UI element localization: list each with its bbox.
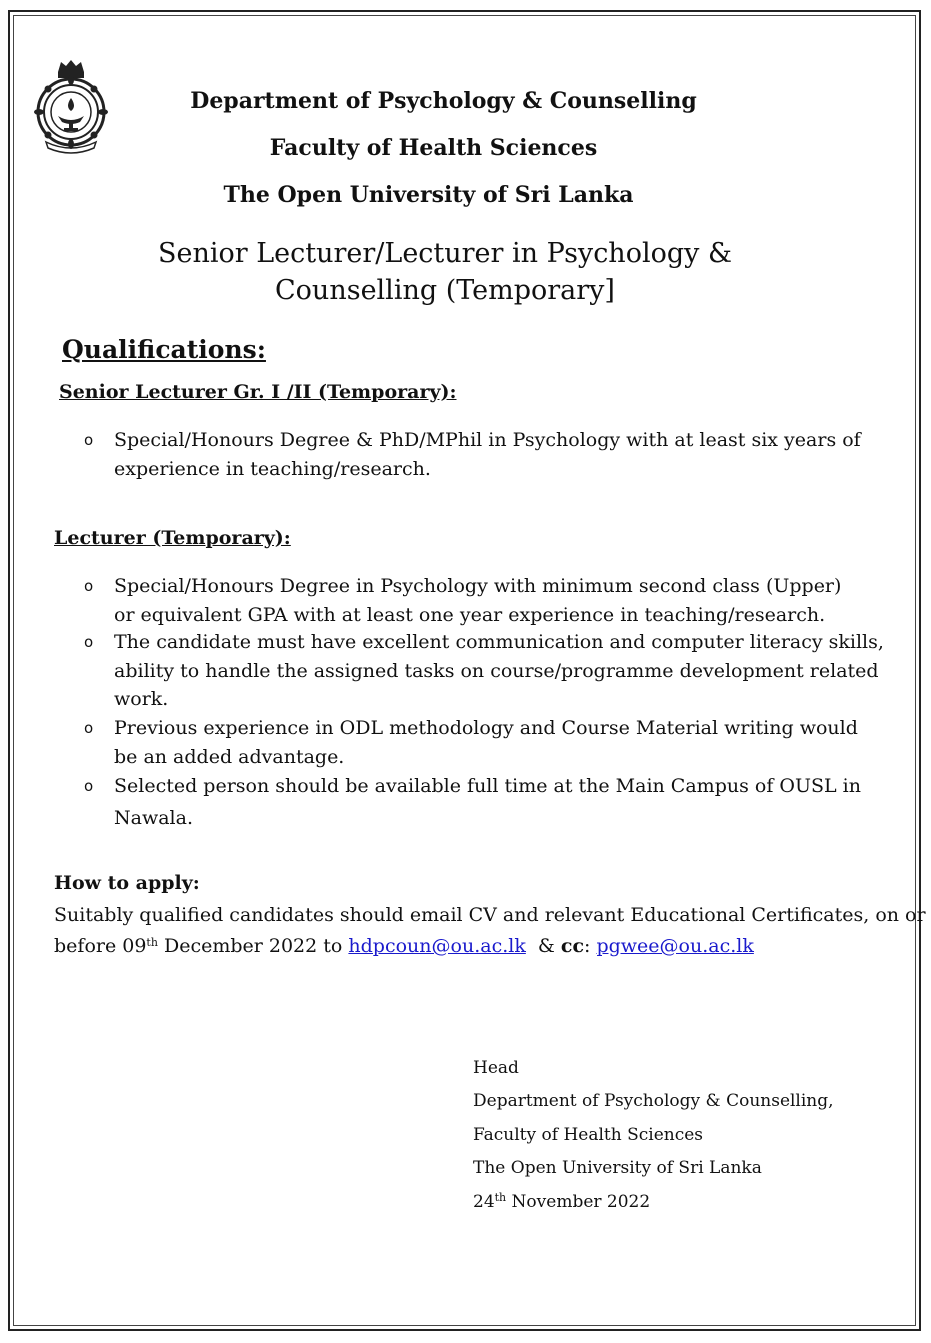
how-to-apply-line2: [54, 935, 754, 957]
bullet-mark: o: [84, 633, 94, 651]
bullet-text-line: Special/Honours Degree & PhD/MPhil in Psychology with at least six years of: [114, 429, 861, 451]
bullet-mark: o: [84, 431, 94, 449]
bullet-text-line: be an added advantage.: [114, 745, 345, 768]
bullet-text-line: Previous experience in ODL methodology and Course Material writing would: [114, 717, 858, 739]
lecturer-bullet-1: [84, 572, 914, 629]
bullet-text-line: work.: [114, 688, 169, 710]
qualifications-heading: Qualifications:: [62, 335, 266, 364]
position-title-line2: Counselling (Temporary]: [275, 275, 615, 306]
bullet-text-line: Nawala.: [114, 806, 193, 829]
cc-colon: :: [584, 935, 597, 957]
lecturer-bullet-3: [84, 714, 914, 771]
email-link-hdpcoun[interactable]: hdpcoun@ou.ac.lk: [348, 935, 526, 957]
deadline-text: before 09: [54, 935, 147, 957]
how-to-apply-line1: Suitably qualified candidates should email CV and relevant Educational Certificates, on or: [54, 904, 926, 926]
signature-university: The Open University of Sri Lanka: [473, 1158, 762, 1178]
faculty-heading: Faculty of Health Sciences: [269, 135, 598, 161]
signature-department: Department of Psychology & Counselling,: [473, 1091, 834, 1111]
bullet-text-line: or equivalent GPA with at least one year experience in teaching/research.: [114, 603, 826, 626]
email-link-pgwee[interactable]: pgwee@ou.ac.lk: [596, 935, 754, 957]
how-to-apply-heading: How to apply:: [54, 872, 200, 894]
university-heading: The Open University of Sri Lanka: [223, 182, 634, 208]
signature-faculty: Faculty of Health Sciences: [473, 1125, 704, 1145]
lecturer-bullet-2: [84, 628, 914, 714]
date-day: 24: [473, 1192, 495, 1212]
signature-date: [473, 1191, 650, 1212]
bullet-text-line: Special/Honours Degree in Psychology with minimum second class (Upper): [114, 575, 842, 597]
bullet-text-line: The candidate must have excellent communication and computer literacy skills,: [114, 631, 884, 653]
bullet-text-line: ability to handle the assigned tasks on course/programme development related: [114, 659, 879, 682]
ordinal-suffix: th: [146, 936, 158, 949]
bullet-mark: o: [84, 577, 94, 595]
cc-label: cc: [560, 935, 585, 957]
date-ordinal-suffix: th: [494, 1191, 507, 1204]
bullet-text-line: experience in teaching/research.: [114, 457, 431, 480]
date-rest: November 2022: [506, 1192, 651, 1212]
senior-lecturer-heading: Senior Lecturer Gr. I /II (Temporary):: [59, 381, 457, 403]
bullet-text-line: Selected person should be available full time at the Main Campus of OUSL in: [114, 775, 861, 797]
lecturer-heading: Lecturer (Temporary):: [54, 527, 291, 549]
signature-title: Head: [473, 1058, 519, 1078]
department-heading: Department of Psychology & Counselling: [190, 88, 697, 114]
position-title: [120, 235, 770, 309]
bullet-mark: o: [84, 777, 94, 795]
ampersand: &: [525, 935, 561, 957]
senior-bullet-1: [84, 426, 914, 483]
position-title-line1: Senior Lecturer/Lecturer in Psychology &: [157, 238, 732, 269]
deadline-text-rest: December 2022 to: [157, 935, 349, 957]
bullet-mark: o: [84, 719, 94, 737]
lecturer-bullet-4: [84, 772, 914, 832]
